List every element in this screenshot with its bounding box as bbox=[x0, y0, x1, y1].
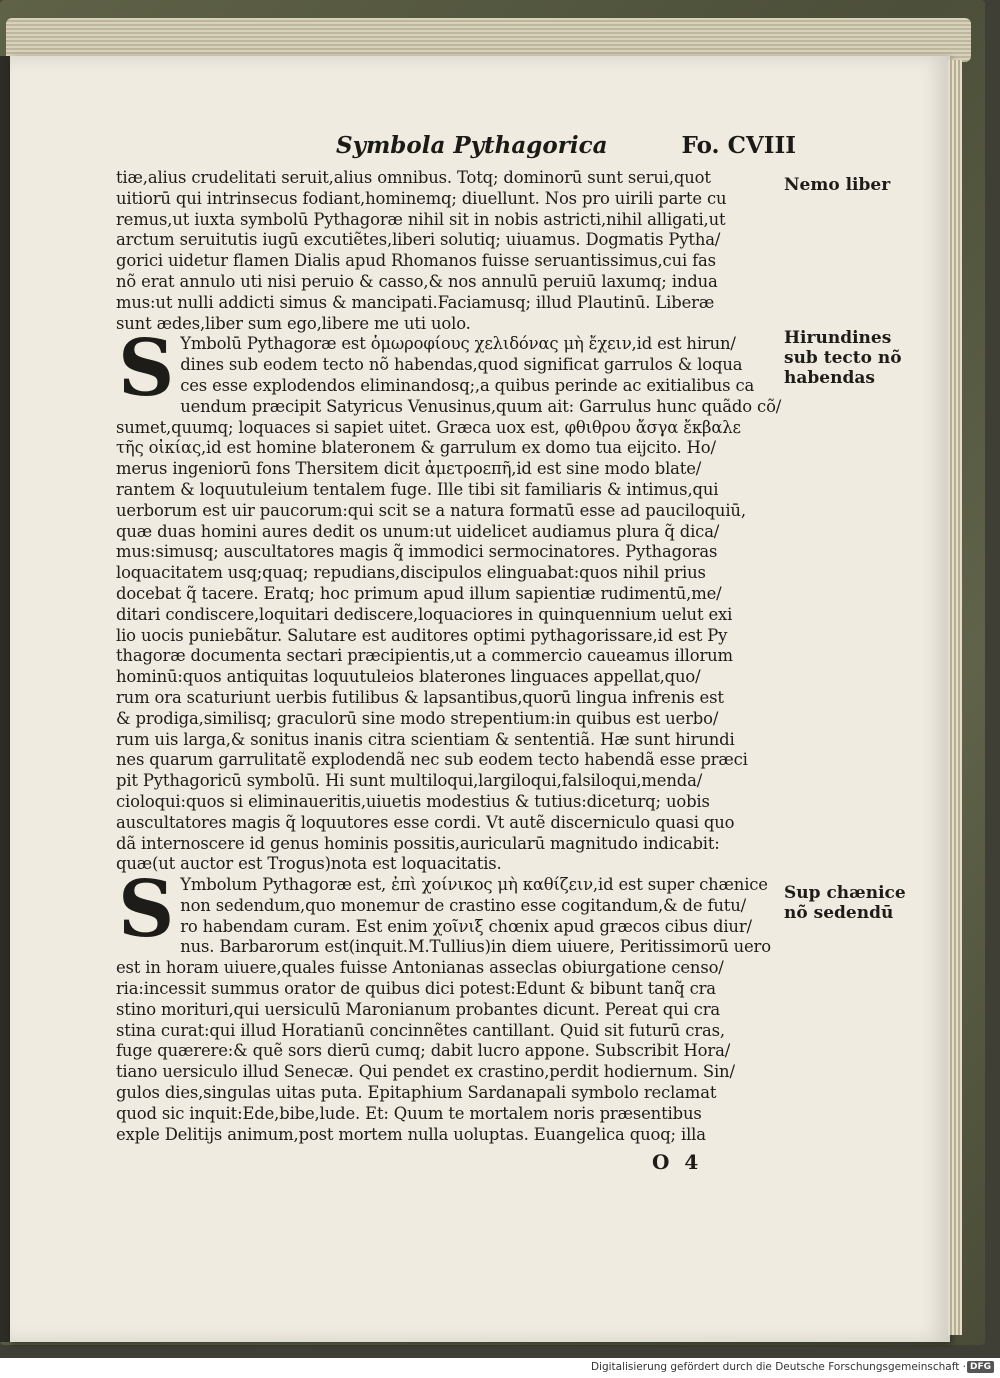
text-line: gulos dies,singulas uitas puta. Epitaphium Sardanapali symbolo reclamat bbox=[116, 1083, 717, 1103]
signature-mark: O 4 bbox=[652, 1150, 703, 1174]
text-line: lio uocis puniebãtur. Salutare est auditores optimi pythagorissare,id est Py bbox=[116, 625, 728, 645]
text-line: pit Pythagoricū symbolū. Hi sunt multiloqui,largiloqui,falsiloqui,menda/ bbox=[116, 771, 703, 791]
text-line: uerborum est uir paucorum:qui scit se a natura formatū esse ad pauciloquiū, bbox=[116, 500, 746, 520]
page-edges-right bbox=[948, 60, 962, 1335]
text-line: rum ora scaturiunt uerbis futilibus & lapsantibus,quorū lingua infrenis est bbox=[116, 687, 724, 707]
marginal-note-chaenice bbox=[784, 883, 906, 923]
marginal-line: sub tecto nõ bbox=[784, 348, 902, 368]
text-line: stina curat:qui illud Horatianū concinnẽtes cantillant. Quid sit futurū cras, bbox=[116, 1020, 725, 1040]
text-line: uendum præcipit Satyricus Venusinus,quum ait: Garrulus hunc quãdo cõ/ bbox=[180, 396, 782, 416]
paragraph-1 bbox=[116, 168, 782, 334]
text-line: sumet,quumq; loquaces si sapiet uitet. Græca uox est, φθιθρου ἄσγα ἔκβαλε bbox=[116, 417, 741, 437]
text-line: tiano uersiculo illud Senecæ. Qui pendet ex crastino,perdit hodiernum. Sin/ bbox=[116, 1062, 735, 1082]
text-line: non sedendum,quo monemur de crastino esse cogitandum,& de futu/ bbox=[180, 895, 747, 915]
text-line: sunt ædes,liber sum ego,libere me uti uolo. bbox=[116, 313, 471, 333]
marginal-note-nemo-liber: Nemo liber bbox=[784, 175, 891, 195]
drop-cap: S bbox=[118, 323, 175, 415]
text-line: ditari condiscere,loquitari dediscere,loquaciores in quinquennium uelut exi bbox=[116, 604, 733, 624]
text-line: fuge quærere:& quẽ sors dierū cumq; dabit lucro appone. Subscribit Hora/ bbox=[116, 1041, 731, 1061]
text-line: rum uis larga,& sonitus inanis citra scientiam & sententiã. Hæ sunt hirundi bbox=[116, 729, 735, 749]
text-line: Ymbolū Pythagoræ est ὁμωροφίους χελιδόνας μὴ ἔχειν,id est hirun/ bbox=[180, 334, 736, 354]
text-line: uitiorū qui intrinsecus fodiant,hominemq; diuellunt. Nos pro uirili parte cu bbox=[116, 188, 727, 208]
page-title: Symbola Pythagorica bbox=[336, 132, 608, 159]
text-line: quæ(ut auctor est Trogus)nota est loquacitatis. bbox=[116, 854, 502, 874]
text-line: loquacitatem usq;quaq; repudians,discipulos elinguabat:quos nihil prius bbox=[116, 563, 706, 583]
text-line: dã internoscere id genus hominis possitis,auricularū magnitudo indicabit: bbox=[116, 833, 720, 853]
text-line: thagoræ documenta sectari præcipientis,ut a commercio caueamus illorum bbox=[116, 646, 733, 666]
marginal-line: habendas bbox=[784, 368, 875, 388]
text-line: arctum seruitutis iugū excutiẽtes,liberi solutiq; uiuamus. Dogmatis Pytha/ bbox=[116, 230, 721, 250]
drop-cap: S bbox=[118, 864, 175, 956]
text-line: docebat q̃ tacere. Eratq; hoc primum apud illum sapientiæ rudimentū,me/ bbox=[116, 583, 722, 603]
text-line: mus:simusq; auscultatores magis q̃ immodici sermocinatores. Pythagoras bbox=[116, 542, 718, 562]
text-line: auscultatores magis q̃ loquutores esse cordi. Vt autẽ discerniculo quasi quo bbox=[116, 812, 735, 832]
digitization-footer bbox=[0, 1358, 1000, 1378]
text-line: est in horam uiuere,quales fuisse Antonianas asseclas obiurgatione censo/ bbox=[116, 958, 724, 978]
folio-number: Fo. CVIII bbox=[681, 132, 796, 159]
marginal-line: Hirundines bbox=[784, 328, 892, 348]
text-line: tiæ,alius crudelitati seruit,alius omnibus. Totq; dominorū sunt serui,quot bbox=[116, 168, 711, 187]
text-line: hominū:quos antiquitas loquutuleios blaterones linguaces appellat,quo/ bbox=[116, 667, 701, 687]
text-line: gorici uidetur flamen Dialis apud Rhomanos fuisse seruantissimus,cui fas bbox=[116, 251, 716, 271]
text-line: ro habendam curam. Est enim χοῖνιξ chœnix apud græcos cibus diur/ bbox=[180, 916, 752, 936]
text-line: quod sic inquit:Ede,bibe,lude. Et: Quum te mortalem noris præsentibus bbox=[116, 1103, 702, 1123]
text-line: quæ duas homini aures dedit os unum:ut uidelicet audiamus plura q̃ dica/ bbox=[116, 521, 720, 541]
footer-credit: Digitalisierung gefördert durch die Deutsche Forschungsgemeinschaft · bbox=[590, 1361, 966, 1373]
text-line: dines sub eodem tecto nõ habendas,quod significat garrulos & loqua bbox=[180, 355, 743, 375]
dfg-logo: DFG bbox=[967, 1361, 994, 1373]
text-line: merus ingeniorū fons Thersitem dicit ἀμετροεπῆ,id est sine modo blate/ bbox=[116, 459, 702, 479]
text-line: exple Delitijs animum,post mortem nulla uoluptas. Euangelica quoq; illa bbox=[116, 1124, 706, 1144]
text-line: nõ erat annulo uti nisi peruio & casso,& nos annulū peruiū laxumq; indua bbox=[116, 271, 718, 291]
text-line: & prodiga,similisq; graculorū sine modo strepentium:in quibus est uerbo/ bbox=[116, 708, 719, 728]
text-line: cioloqui:quos si eliminaueritis,uiuetis modestius & tutius:diceturq; uobis bbox=[116, 791, 710, 811]
text-line: Ymbolum Pythagoræ est, ἐπὶ χοίνικος μὴ καθίζειν,id est super chænice bbox=[180, 875, 768, 895]
text-line: nes quarum garrulitatẽ explodendã nec sub eodem tecto habendã esse præci bbox=[116, 750, 748, 770]
text-line: ria:incessit summus orator de quibus dici potest:Edunt & bibunt tanq̃ cra bbox=[116, 979, 716, 999]
marginal-line: nõ sedendū bbox=[784, 903, 894, 923]
text-line: τῆς οἰκίας,id est homine blateronem & garrulum ex domo tua eijcito. Ho/ bbox=[116, 438, 716, 458]
text-line: ces esse explodendos eliminandosq;,a quibus perinde ac exitialibus ca bbox=[180, 375, 755, 395]
text-line: rantem & loquutuleium tentalem fuge. Ille tibi sit familiaris & intimus,qui bbox=[116, 479, 719, 499]
text-line: remus,ut iuxta symbolū Pythagoræ nihil sit in nobis astricti,nihil alligati,ut bbox=[116, 209, 726, 229]
text-line: nus. Barbarorum est(inquit.M.Tullius)in diem uiuere, Peritissimorū uero bbox=[180, 937, 771, 957]
main-text bbox=[116, 168, 782, 1145]
marginal-note-hirundines bbox=[784, 328, 902, 388]
text-line: mus:ut nulli addicti simus & mancipati.Faciamusq; illud Plautinū. Liberæ bbox=[116, 292, 715, 312]
marginal-line: Sup chænice bbox=[784, 883, 906, 903]
text-line: stino morituri,qui uersiculū Maronianum probantes dicunt. Pereat qui cra bbox=[116, 999, 721, 1019]
